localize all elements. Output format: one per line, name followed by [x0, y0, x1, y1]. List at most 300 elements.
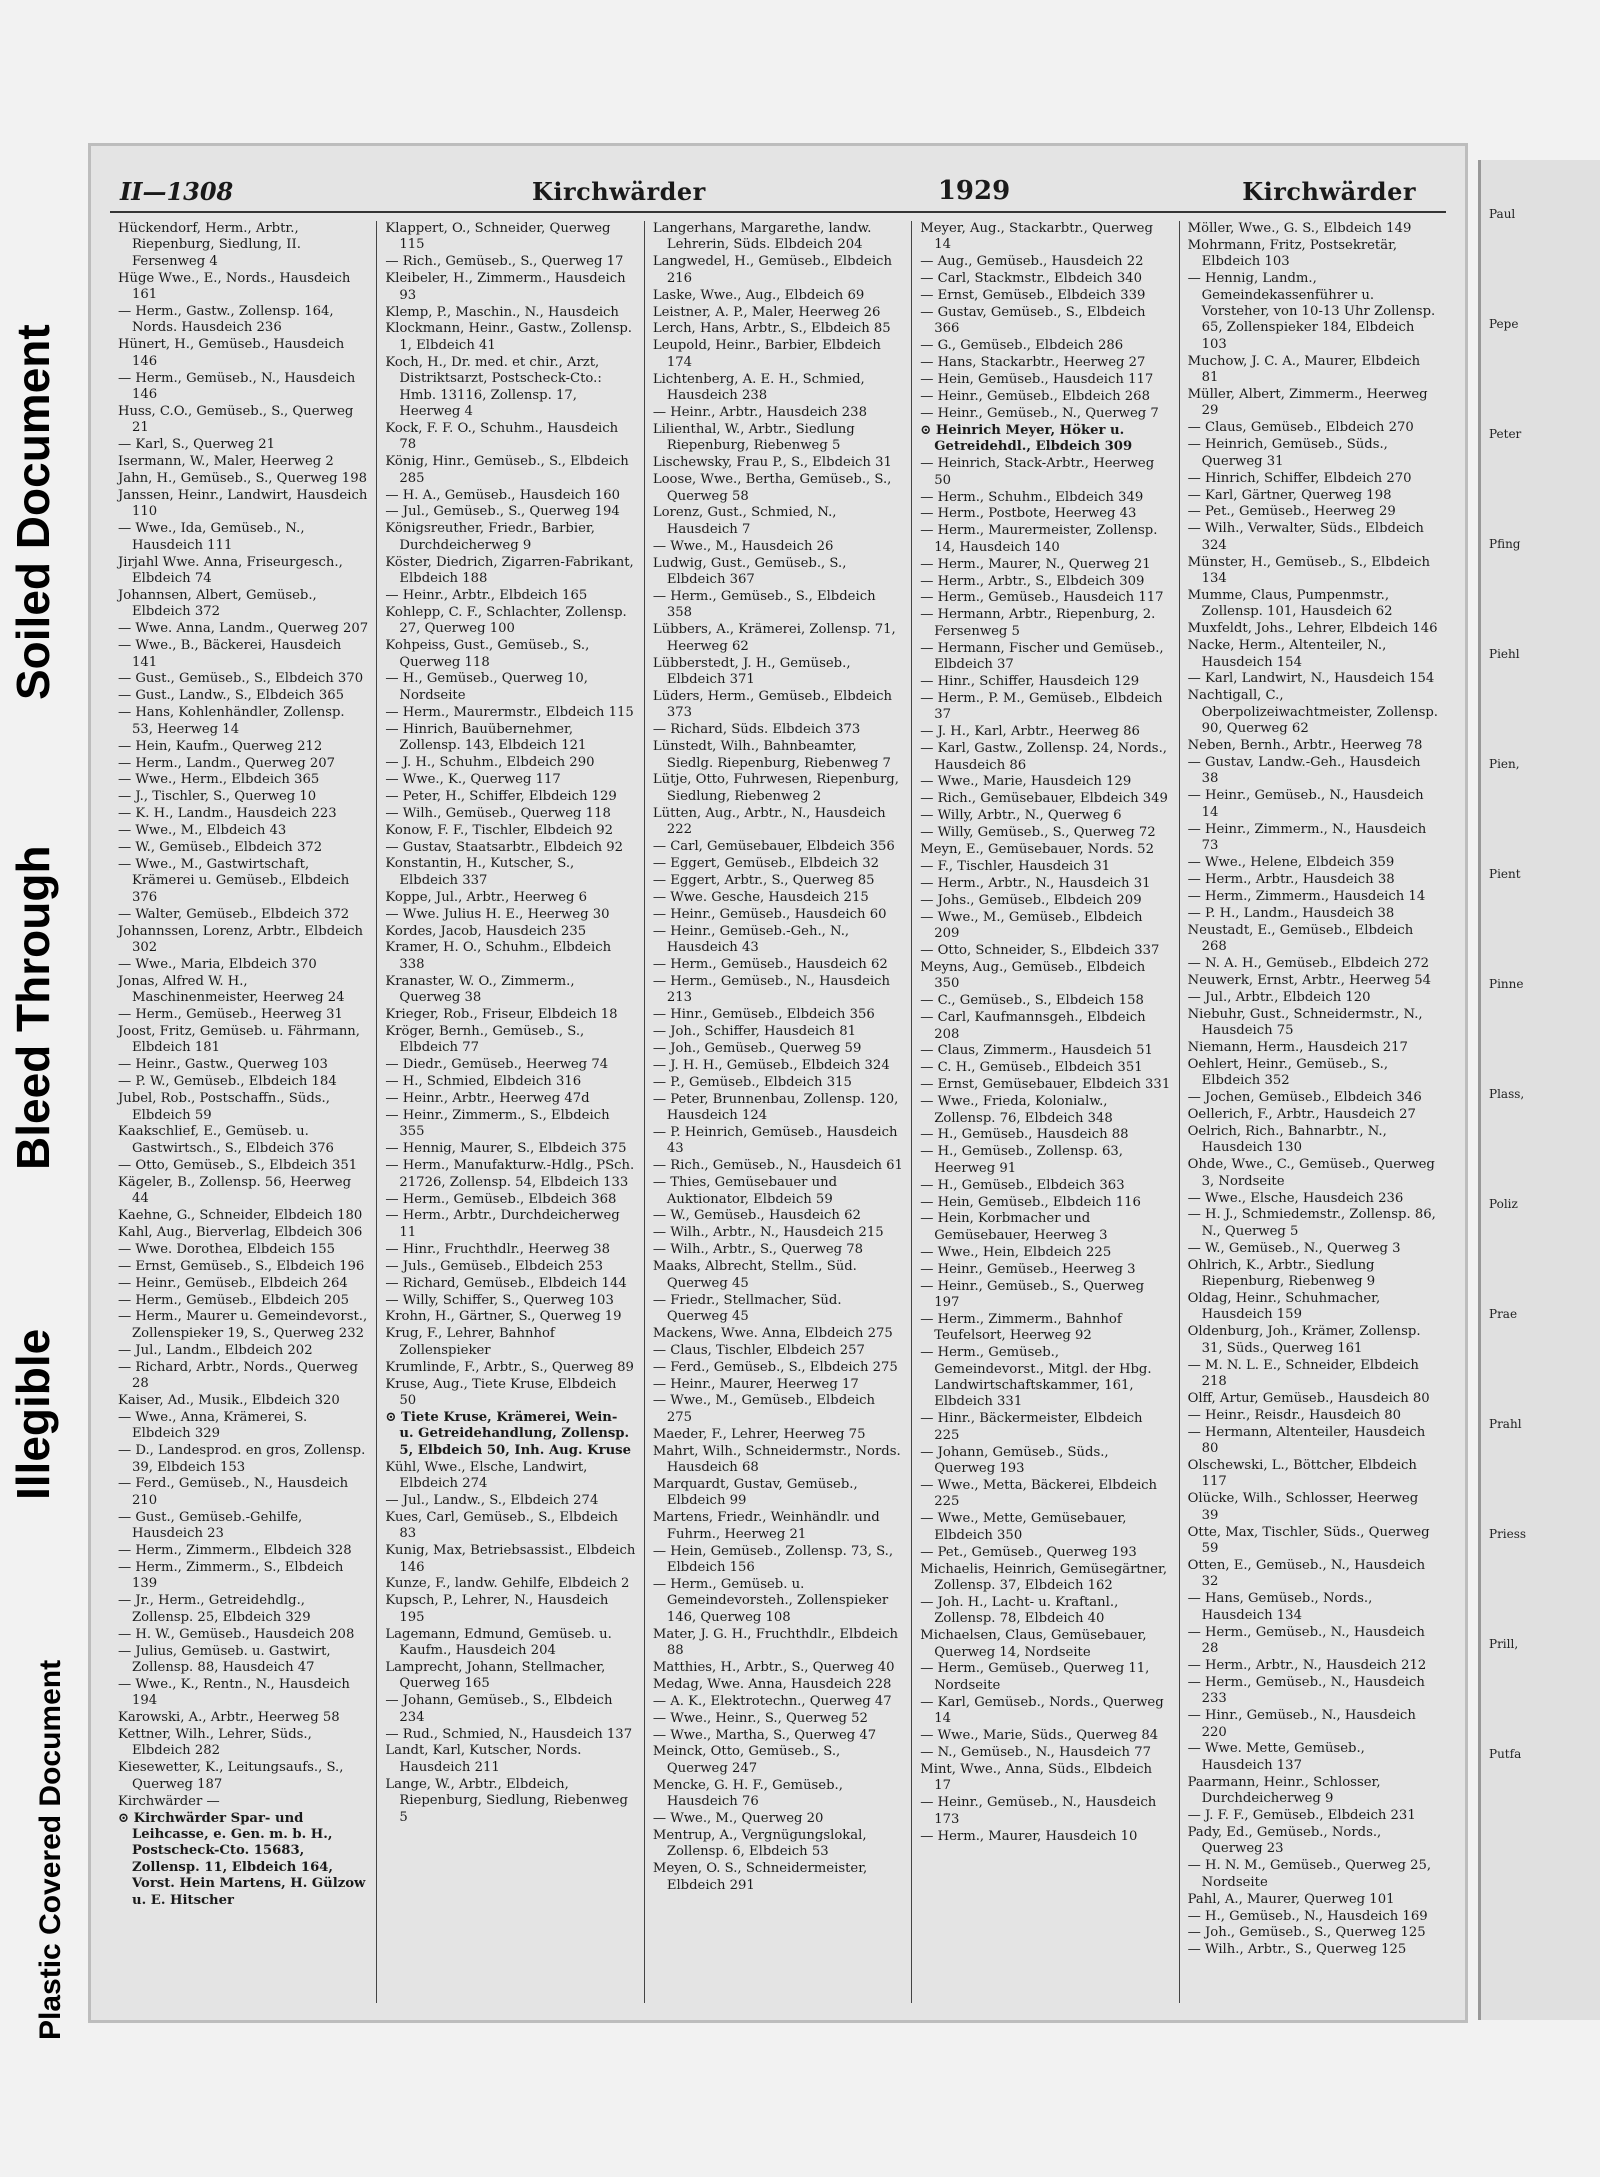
directory-entry: Mentrup, A., Vergnügungslokal, Zollensp. 6, Elbdeich 53	[652, 1828, 867, 1860]
directory-entry: — Willy, Schiffer, S., Querweg 103	[385, 1292, 614, 1308]
directory-entry: — J. H., Schuhm., Elbdeich 290	[385, 755, 595, 770]
directory-entry: — Heinr., Gemüseb., Heerweg 3	[920, 1261, 1136, 1277]
directory-entry: Langerhans, Margarethe, landw. Lehrerin, Süds. Elbdeich 204	[652, 221, 872, 253]
directory-entry: — Wwe., Hein, Elbdeich 225	[920, 1244, 1112, 1260]
directory-entry: — Herm., Gemüseb., Elbdeich 368	[385, 1191, 617, 1207]
directory-entry: — Hein, Kaufm., Querweg 212	[118, 738, 323, 754]
directory-entry: — Heinr., Maurer, Heerweg 17	[652, 1376, 859, 1392]
directory-entry: Möller, Wwe., G. S., Elbdeich 149	[1187, 221, 1412, 236]
directory-entry: — Gust., Gemüseb., S., Elbdeich 370	[118, 671, 364, 687]
directory-entry: — J., Tischler, S., Querweg 10	[118, 789, 317, 805]
directory-entry: — Hermann, Fischer und Gemüseb., Elbdeich 37	[920, 640, 1164, 673]
directory-entry: Otten, E., Gemüseb., N., Hausdeich 32	[1187, 1558, 1426, 1590]
directory-entry: — Rich., Gemüsebauer, Elbdeich 349	[920, 791, 1168, 807]
directory-entry: — Herm., Arbtr., S., Elbdeich 309	[920, 573, 1145, 589]
directory-entry: — Wwe., K., Querweg 117	[385, 771, 561, 787]
directory-entry: Kruse, Aug., Tiete Kruse, Elbdeich 50	[385, 1376, 617, 1408]
directory-column-4	[912, 221, 1179, 2003]
directory-entry: ⊙ Kirchwärder Spar- und Leihcasse, e. Gen. m. b. H., Postscheck-Cto. 15683, Zollensp. 11, Elbdeich 164, Vorst. Hein Martens, H. Gülzow u. E. Hitscher	[118, 1810, 366, 1908]
directory-entry: — Herm., Postbote, Heerweg 43	[920, 506, 1137, 522]
directory-entry: — Ernst, Gemüseb., Elbdeich 339	[920, 288, 1146, 304]
directory-entry: Langwedel, H., Gemüseb., Elbdeich 216	[652, 254, 892, 286]
directory-entry: — Wilh., Gemüseb., Querweg 118	[385, 805, 611, 821]
directory-entry: Meyn, E., Gemüsebauer, Nords. 52	[920, 842, 1154, 858]
directory-entry: — H., Gemüseb., N., Hausdeich 169	[1187, 1908, 1428, 1924]
directory-entry: Landt, Karl, Kutscher, Nords. Hausdeich 211	[385, 1743, 582, 1775]
directory-entry: Kahl, Aug., Bierverlag, Elbdeich 306	[118, 1224, 363, 1240]
directory-entry: Klappert, O., Schneider, Querweg 115	[385, 221, 611, 253]
adjacent-page-fragment: Prahl	[1489, 1417, 1522, 1431]
directory-entry: — Ernst, Gemüseb., S., Elbdeich 196	[118, 1258, 365, 1274]
directory-entry: — Peter, H., Schiffer, Elbdeich 129	[385, 788, 617, 804]
directory-entry: Ohde, Wwe., C., Gemüseb., Querweg 3, Nordseite	[1187, 1157, 1435, 1189]
directory-page	[88, 143, 1468, 2023]
directory-entry: Lübbers, A., Krämerei, Zollensp. 71, Heerweg 62	[652, 622, 896, 654]
directory-entry: — A. K., Elektrotechn., Querweg 47	[652, 1693, 892, 1709]
directory-entry: — Richard, Gemüseb., Elbdeich 144	[385, 1275, 627, 1291]
adjacent-page-edge	[1478, 160, 1600, 2020]
directory-entry: — Wwe., Metta, Bäckerei, Elbdeich 225	[920, 1477, 1158, 1510]
directory-entry: Leupold, Heinr., Barbier, Elbdeich 174	[652, 338, 881, 370]
directory-entry: — Wilh., Arbtr., S., Querweg 78	[652, 1242, 864, 1258]
directory-entry: Oelrich, Rich., Bahnarbtr., N., Hausdeich 130	[1187, 1123, 1387, 1156]
directory-entry: — Heinr., Gemüseb., Elbdeich 264	[118, 1275, 348, 1291]
directory-entry: — Joh. H., Lacht- u. Kraftanl., Zollensp. 78, Elbdeich 40	[920, 1594, 1119, 1627]
directory-entry: Lilienthal, W., Arbtr., Siedlung Riepenburg, Riebenweg 5	[652, 421, 855, 454]
directory-entry: Kordes, Jacob, Hausdeich 235	[385, 923, 587, 939]
directory-entry: — Herm., Gemüseb., N., Hausdeich 233	[1187, 1674, 1425, 1707]
directory-entry: — Wwe., M., Gemüseb., Elbdeich 275	[652, 1393, 876, 1425]
directory-entry: Kohpeiss, Gust., Gemüseb., S., Querweg 118	[385, 638, 590, 670]
directory-entry: Kühl, Wwe., Elsche, Landwirt, Elbdeich 274	[385, 1459, 588, 1491]
directory-entry: Martens, Friedr., Weinhändlr. und Fuhrm., Heerweg 21	[652, 1510, 880, 1542]
directory-entry: Kranaster, W. O., Zimmerm., Querweg 38	[385, 973, 575, 1006]
directory-entry: — Diedr., Gemüseb., Heerweg 74	[385, 1057, 609, 1073]
directory-entry: — Herm., Arbtr., Hausdeich 38	[1187, 871, 1395, 887]
directory-entry: — Wwe., Frieda, Kolonialw., Zollensp. 76, Elbdeich 348	[920, 1094, 1113, 1126]
directory-entry: — Jul., Gemüseb., S., Querweg 194	[385, 504, 620, 520]
page-content	[110, 171, 1446, 2003]
directory-column-5	[1180, 221, 1446, 2003]
directory-entry: — Wwe., M., Querweg 20	[652, 1811, 824, 1827]
directory-entry: — Johs., Gemüseb., Elbdeich 209	[920, 892, 1142, 908]
directory-entry: — Heinrich, Stack-Arbtr., Heerweg 50	[920, 456, 1155, 488]
directory-entry: Münster, H., Gemüseb., S., Elbdeich 134	[1187, 554, 1430, 587]
directory-entry: Mint, Wwe., Anna, Süds., Elbdeich 17	[920, 1761, 1153, 1794]
directory-entry: — Herm., Manufakturw.-Hdlg., PSch. 21726, Zollensp. 54, Elbdeich 133	[385, 1158, 635, 1190]
adjacent-page-fragment: Priess	[1489, 1527, 1527, 1541]
adjacent-page-fragment: Paul	[1489, 207, 1516, 221]
directory-entry: — Heinr., Gemüseb., Hausdeich 60	[652, 906, 887, 922]
directory-entry: — Hans, Stackarbtr., Heerweg 27	[920, 355, 1146, 371]
directory-entry: ⊙ Tiete Kruse, Krämerei, Wein- u. Getreidehandlung, Zollensp. 5, Elbdeich 50, Inh. Aug. Kruse	[385, 1409, 631, 1458]
directory-entry: Lübberstedt, J. H., Gemüseb., Elbdeich 371	[652, 655, 851, 687]
directory-entry: Kupsch, P., Lehrer, N., Hausdeich 195	[385, 1593, 609, 1625]
directory-entry: Lichtenberg, A. E. H., Schmied, Hausdeich 238	[652, 371, 865, 404]
directory-entry: — Wwe., Herm., Elbdeich 365	[118, 772, 320, 788]
directory-entry: — Herm., Landm., Querweg 207	[118, 755, 336, 771]
directory-entry: Kunze, F., landw. Gehilfe, Elbdeich 2	[385, 1576, 630, 1592]
directory-entry: — Wwe., M., Gemüseb., Elbdeich 209	[920, 909, 1143, 942]
directory-entry: Lamprecht, Johann, Stellmacher, Querweg 165	[385, 1659, 606, 1692]
directory-entry: — Hinr., Schiffer, Hausdeich 129	[920, 673, 1140, 689]
directory-entry: Oldenburg, Joh., Krämer, Zollensp. 31, Süds., Querweg 161	[1187, 1324, 1421, 1356]
directory-entry: — Pet., Gemüseb., Querweg 193	[920, 1544, 1137, 1560]
directory-entry: Jubel, Rob., Postschaffn., Süds., Elbdeich 59	[118, 1091, 330, 1123]
directory-entry: — P. H., Landm., Hausdeich 38	[1187, 905, 1395, 921]
directory-entry: Meyen, O. S., Schneidermeister, Elbdeich 291	[652, 1861, 868, 1893]
directory-entry: — H. N. M., Gemüseb., Querweg 25, Nordseite	[1187, 1858, 1432, 1890]
directory-entry: Oldag, Heinr., Schuhmacher, Hausdeich 159	[1187, 1291, 1381, 1323]
directory-entry: — Joh., Schiffer, Hausdeich 81	[652, 1024, 856, 1039]
directory-entry: Kohlepp, C. F., Schlachter, Zollensp. 27, Querweg 100	[385, 604, 627, 637]
directory-entry: Johannsen, Albert, Gemüseb., Elbdeich 372	[118, 587, 317, 620]
directory-entry: Kägeler, B., Zollensp. 56, Heerweg 44	[118, 1174, 352, 1207]
directory-entry: — Heinr., Zimmerm., N., Hausdeich 73	[1187, 821, 1427, 854]
directory-entry: Olücke, Wilh., Schlosser, Heerweg 39	[1187, 1491, 1419, 1523]
directory-entry: Oehlert, Heinr., Gemüseb., S., Elbdeich 352	[1187, 1056, 1389, 1089]
directory-entry: — Wwe. Gesche, Hausdeich 215	[652, 889, 869, 905]
directory-entry: — Wilh., Verwalter, Süds., Elbdeich 324	[1187, 521, 1424, 553]
directory-entry: — Hennig, Maurer, S., Elbdeich 375	[385, 1141, 627, 1157]
directory-entry: — Herm., Zimmerm., Hausdeich 14	[1187, 888, 1426, 904]
directory-entry: Krumlinde, F., Arbtr., S., Querweg 89	[385, 1359, 634, 1375]
directory-entry: Konstantin, H., Kutscher, S., Elbdeich 337	[385, 856, 575, 888]
directory-entry: Laske, Wwe., Aug., Elbdeich 69	[652, 287, 865, 303]
directory-entry: — Hinrich, Schiffer, Elbdeich 270	[1187, 470, 1412, 486]
header-place-left: Kirchwärder	[532, 176, 706, 206]
directory-entry: — Heinr., Arbtr., Hausdeich 238	[652, 404, 867, 420]
directory-entry: Hückendorf, Herm., Arbtr., Riepenburg, Siedlung, II. Fersenweg 4	[118, 221, 301, 269]
directory-entry: — Karl, Gemüseb., Nords., Querweg 14	[920, 1694, 1164, 1727]
adjacent-page-fragment: Plass,	[1489, 1087, 1525, 1101]
directory-entry: Kleibeler, H., Zimmerm., Hausdeich 93	[385, 271, 626, 303]
directory-entry: — Wwe., M., Elbdeich 43	[118, 823, 287, 839]
directory-entry: Kröger, Bernh., Gemüseb., S., Elbdeich 77	[385, 1024, 585, 1056]
directory-entry: — Carl, Gemüsebauer, Elbdeich 356	[652, 839, 895, 855]
directory-entry: Mumme, Claus, Pumpenmstr., Zollensp. 101, Hausdeich 62	[1187, 587, 1393, 620]
directory-entry: — Heinr., Gemüseb., Elbdeich 268	[920, 389, 1150, 405]
directory-entry: — H., Gemüseb., Querweg 10, Nordseite	[385, 671, 588, 703]
directory-entry: — K. H., Landm., Hausdeich 223	[118, 806, 337, 822]
directory-entry: — Richard, Arbtr., Nords., Querweg 28	[118, 1359, 358, 1392]
directory-entry: Konow, F. F., Tischler, Elbdeich 92	[385, 822, 614, 838]
directory-entry: — Walter, Gemüseb., Elbdeich 372	[118, 906, 350, 922]
directory-entry: — Wwe., M., Gastwirtschaft, Krämerei u. Gemüseb., Elbdeich 376	[118, 856, 350, 905]
directory-entry: — Heinr., Reisdr., Hausdeich 80	[1187, 1407, 1401, 1423]
directory-entry: — Wwe., B., Bäckerei, Hausdeich 141	[118, 638, 342, 670]
directory-entry: — Hein, Gemüseb., Elbdeich 116	[920, 1194, 1141, 1210]
adjacent-page-fragment: Pient	[1489, 867, 1521, 881]
directory-entry: — Heinr., Gemüseb.-Geh., N., Hausdeich 43	[652, 923, 850, 955]
directory-entry: — Heinrich, Gemüseb., Süds., Querweg 31	[1187, 437, 1388, 469]
directory-entry: — Claus, Gemüseb., Elbdeich 270	[1187, 420, 1414, 436]
directory-entry: — Wwe. Julius H. E., Heerweg 30	[385, 906, 610, 922]
directory-entry: — Hein, Korbmacher und Gemüsebauer, Heerweg 3	[920, 1211, 1108, 1243]
adjacent-page-fragment: Poliz	[1489, 1197, 1518, 1211]
directory-entry: — Hinrich, Bauübernehmer, Zollensp. 143, Elbdeich 121	[385, 721, 587, 754]
directory-entry: Joost, Fritz, Gemüseb. u. Fährmann, Elbdeich 181	[118, 1024, 360, 1056]
directory-entry: Medag, Wwe. Anna, Hausdeich 228	[652, 1676, 892, 1692]
directory-entry: — Wwe., Elsche, Hausdeich 236	[1187, 1190, 1404, 1206]
directory-entry: Lütten, Aug., Arbtr., N., Hausdeich 222	[652, 805, 886, 838]
directory-entry: — Ernst, Gemüsebauer, Elbdeich 331	[920, 1077, 1171, 1093]
directory-entry: — Richard, Süds. Elbdeich 373	[652, 722, 861, 738]
directory-entry: Niemann, Herm., Hausdeich 217	[1187, 1039, 1408, 1055]
directory-entry: Koppe, Jul., Arbtr., Heerweg 6	[385, 889, 588, 905]
directory-entry: — Jul., Arbtr., Elbdeich 120	[1187, 989, 1371, 1005]
directory-entry: — Julius, Gemüseb. u. Gastwirt, Zollensp. 88, Hausdeich 47	[118, 1643, 331, 1675]
directory-entry: Karowski, A., Arbtr., Heerweg 58	[118, 1710, 340, 1726]
directory-entry: — Otto, Schneider, S., Elbdeich 337	[920, 942, 1160, 958]
directory-entry: — Herm., Zimmerm., Elbdeich 328	[118, 1543, 352, 1559]
directory-entry: — Hinr., Gemüseb., Elbdeich 356	[652, 1007, 875, 1023]
directory-entry: Leistner, A. P., Maler, Heerweg 26	[652, 304, 881, 320]
directory-entry: — Heinr., Zimmerm., S., Elbdeich 355	[385, 1108, 610, 1140]
directory-entry: Krohn, H., Gärtner, S., Querweg 19	[385, 1309, 622, 1325]
directory-entry: — Juls., Gemüseb., Elbdeich 253	[385, 1258, 604, 1274]
page-number: II—1308	[120, 176, 234, 206]
directory-entry: — P. Heinrich, Gemüseb., Hausdeich 43	[652, 1124, 898, 1157]
directory-entry: Krug, F., Lehrer, Bahnhof Zollenspieker	[385, 1326, 555, 1358]
directory-column-1	[110, 221, 377, 2003]
directory-entry: — Herm., Arbtr., N., Hausdeich 31	[920, 875, 1151, 891]
directory-entry: Maaks, Albrecht, Stellm., Süd. Querweg 45	[652, 1259, 857, 1291]
directory-entry: Meinck, Otto, Gemüseb., S., Querweg 247	[652, 1744, 841, 1776]
directory-entry: — Carl, Kaufmannsgeh., Elbdeich 208	[920, 1010, 1146, 1042]
directory-entry: — Pet., Gemüseb., Heerweg 29	[1187, 504, 1396, 520]
directory-entry: — Wwe. Anna, Landm., Querweg 207	[118, 621, 369, 637]
directory-entry: — Herm., Gemüseb., Hausdeich 117	[920, 590, 1164, 606]
directory-entry: — Rich., Gemüseb., S., Querweg 17	[385, 254, 624, 270]
directory-entry: — Herm., Gemüseb. u. Gemeindevorsteh., Zollenspieker 146, Querweg 108	[652, 1576, 889, 1625]
directory-column-2	[377, 221, 644, 2003]
directory-entry: — Johann, Gemüseb., Süds., Querweg 193	[920, 1444, 1109, 1477]
bleed-through-label: Bleed Through	[7, 845, 59, 1170]
adjacent-page-fragment: Pepe	[1489, 317, 1519, 331]
directory-entry: Johannssen, Lorenz, Arbtr., Elbdeich 302	[118, 923, 364, 955]
directory-entry: — Herm., Gemüseb., S., Elbdeich 358	[652, 588, 876, 621]
directory-entry: Matthies, H., Arbtr., S., Querweg 40	[652, 1659, 895, 1675]
directory-entry: — J. F. F., Gemüseb., Elbdeich 231	[1187, 1808, 1416, 1824]
directory-entry: — Herm., Gemüseb., N., Hausdeich 146	[118, 370, 356, 403]
directory-entry: — Wwe., Heinr., S., Querweg 52	[652, 1710, 868, 1726]
directory-entry: Otte, Max, Tischler, Süds., Querweg 59	[1187, 1524, 1430, 1557]
directory-entry: Hünert, H., Gemüseb., Hausdeich 146	[118, 337, 345, 369]
directory-entry: — H. A., Gemüseb., Hausdeich 160	[385, 487, 621, 503]
directory-entry: — Wwe., Marie, Hausdeich 129	[920, 774, 1132, 790]
directory-entry: Nacke, Herm., Altenteiler, N., Hausdeich 154	[1187, 638, 1387, 670]
side-labels	[0, 0, 80, 2177]
directory-entry: — G., Gemüseb., Elbdeich 286	[920, 338, 1124, 354]
directory-entry: Muchow, J. C. A., Maurer, Elbdeich 81	[1187, 353, 1421, 386]
directory-entry: — Herm., Zimmerm., Bahnhof Teufelsort, Heerweg 92	[920, 1311, 1122, 1344]
directory-entry: — Hein, Gemüseb., Hausdeich 117	[920, 372, 1154, 388]
directory-entry: Kramer, H. O., Schuhm., Elbdeich 338	[385, 940, 612, 972]
directory-entry: Köster, Diedrich, Zigarren-Fabrikant, Elbdeich 188	[385, 554, 634, 587]
directory-entry: Janssen, Heinr., Landwirt, Hausdeich 110	[118, 488, 368, 520]
directory-entry: — W., Gemüseb., N., Querweg 3	[1187, 1240, 1401, 1256]
directory-entry: — P. W., Gemüseb., Elbdeich 184	[118, 1074, 337, 1090]
page-header	[110, 171, 1446, 213]
directory-entry: — Herm., Maurer, Hausdeich 10	[920, 1828, 1138, 1844]
directory-entry: — Heinr., Gemüseb., N., Querweg 7	[920, 405, 1159, 421]
directory-entry: — Willy, Arbtr., N., Querweg 6	[920, 808, 1122, 824]
directory-entry: — Ferd., Gemüseb., N., Hausdeich 210	[118, 1476, 349, 1508]
directory-entry: — Herm., Gemüseb., Gemeindevorst., Mitgl. der Hbg. Landwirtschaftskammer, 161, Elbdeich 331	[920, 1345, 1152, 1410]
directory-entry: — Joh., Gemüseb., Querweg 59	[652, 1040, 862, 1056]
directory-entry: — Gustav, Gemüseb., S., Elbdeich 366	[920, 305, 1146, 337]
directory-entry: — Wwe., Marie, Süds., Querweg 84	[920, 1728, 1159, 1744]
directory-entry: — H. J., Schmiedemstr., Zollensp. 86, N., Querweg 5	[1187, 1207, 1436, 1239]
directory-entry: Kettner, Wilh., Lehrer, Süds., Elbdeich 282	[118, 1727, 312, 1759]
directory-entry: Ohlrich, K., Arbtr., Siedlung Riepenburg, Riebenweg 9	[1187, 1257, 1376, 1290]
directory-entry: — Gustav, Landw.-Geh., Hausdeich 38	[1187, 755, 1421, 787]
directory-entry: Mater, J. G. H., Fruchthdlr., Elbdeich 88	[652, 1626, 899, 1659]
directory-entry: Huss, C.O., Gemüseb., S., Querweg 21	[118, 403, 354, 436]
directory-entry: Lorenz, Gust., Schmied, N., Hausdeich 7	[652, 505, 837, 537]
directory-entry: — Hein, Gemüseb., Zollensp. 73, S., Elbdeich 156	[652, 1543, 894, 1575]
directory-entry: — Johann, Gemüseb., S., Elbdeich 234	[385, 1693, 613, 1725]
directory-entry: — Jul., Landw., S., Elbdeich 274	[385, 1492, 599, 1508]
directory-entry: — Aug., Gemüseb., Hausdeich 22	[920, 254, 1144, 270]
directory-entry: Jahn, H., Gemüseb., S., Querweg 198	[118, 471, 367, 487]
adjacent-page-fragment: Peter	[1489, 427, 1522, 441]
directory-entry: — P., Gemüseb., Elbdeich 315	[652, 1074, 852, 1090]
directory-entry: — Herm., Gemüseb., Hausdeich 62	[652, 956, 888, 972]
directory-entry: Klockmann, Heinr., Gastw., Zollensp. 1, Elbdeich 41	[385, 321, 632, 353]
directory-entry: — Jochen, Gemüseb., Elbdeich 346	[1187, 1090, 1422, 1106]
directory-entry: — Hinr., Bäckermeister, Elbdeich 225	[920, 1411, 1143, 1443]
directory-entry: Müller, Albert, Zimmerm., Heerweg 29	[1187, 387, 1428, 419]
directory-entry: — D., Landesprod. en gros, Zollensp. 39, Elbdeich 153	[118, 1443, 366, 1475]
directory-entry: — Herm., P. M., Gemüseb., Elbdeich 37	[920, 690, 1163, 723]
directory-entry: — Karl, Gastw., Zollensp. 24, Nords., Hausdeich 86	[920, 741, 1167, 773]
directory-entry: Lange, W., Arbtr., Elbdeich, Riepenburg, Siedlung, Riebenweg 5	[385, 1776, 628, 1825]
directory-entry: Olff, Artur, Gemüseb., Hausdeich 80	[1187, 1390, 1430, 1406]
directory-entry: — Jr., Herm., Getreidehdlg., Zollensp. 25, Elbdeich 329	[118, 1593, 311, 1625]
directory-entry: Kaakschlief, E., Gemüseb. u. Gastwirtsch., S., Elbdeich 376	[118, 1124, 334, 1156]
adjacent-page-fragment: Pien,	[1489, 757, 1520, 771]
adjacent-page-fragment: Prill,	[1489, 1637, 1519, 1651]
illegible-label: Illegible	[7, 1328, 59, 1500]
directory-entry: Lüders, Herm., Gemüseb., Elbdeich 373	[652, 688, 893, 721]
directory-entry: — J. H., Karl, Arbtr., Heerweg 86	[920, 724, 1140, 740]
directory-entry: ⊙ Heinrich Meyer, Höker u. Getreidehdl., Elbdeich 309	[920, 422, 1133, 455]
directory-entry: — Hermann, Altenteiler, Hausdeich 80	[1187, 1424, 1426, 1457]
directory-entry: — Herm., Maurer, N., Querweg 21	[920, 556, 1151, 572]
directory-entry: — Wilh., Arbtr., N., Hausdeich 215	[652, 1225, 884, 1241]
directory-entry: — Wwe., K., Rentn., N., Hausdeich 194	[118, 1676, 350, 1709]
directory-entry: — Gust., Gemüseb.-Gehilfe, Hausdeich 23	[118, 1509, 303, 1542]
directory-entry: Loose, Wwe., Bertha, Gemüseb., S., Querweg 58	[652, 472, 892, 504]
directory-entry: — Hinr., Fruchthdlr., Heerweg 38	[385, 1241, 611, 1257]
directory-entry: — Hans, Kohlenhändler, Zollensp. 53, Heerweg 14	[118, 705, 345, 737]
directory-entry: — Herm., Gemüseb., Querweg 11, Nordseite	[920, 1661, 1150, 1693]
directory-entry: Isermann, W., Maler, Heerweg 2	[118, 454, 334, 470]
soiled-document-label: Soiled Document	[7, 324, 59, 700]
directory-entry: — Carl, Stackmstr., Elbdeich 340	[920, 271, 1143, 287]
directory-entry: — Gust., Landw., S., Elbdeich 365	[118, 688, 345, 704]
adjacent-page-fragment: Putfa	[1489, 1747, 1522, 1761]
directory-entry: — Heinr., Gemüseb., S., Querweg 197	[920, 1278, 1145, 1310]
directory-entry: Kunig, Max, Betriebsassist., Elbdeich 146	[385, 1543, 636, 1575]
directory-entry: — Rud., Schmied, N., Hausdeich 137	[385, 1726, 633, 1742]
directory-entry: Hüge Wwe., E., Nords., Hausdeich 161	[118, 270, 351, 303]
header-year: 1929	[937, 176, 1011, 206]
directory-entry: — Otto, Gemüseb., S., Elbdeich 351	[118, 1157, 358, 1173]
directory-entry: — H., Gemüseb., Elbdeich 363	[920, 1177, 1125, 1193]
directory-entry: — Wilh., Arbtr., S., Querweg 125	[1187, 1942, 1407, 1958]
directory-entry: Meyer, Aug., Stackarbtr., Querweg 14	[920, 221, 1153, 253]
directory-entry: — Ferd., Gemüseb., S., Elbdeich 275	[652, 1359, 898, 1375]
directory-entry: Neustadt, E., Gemüseb., Elbdeich 268	[1187, 922, 1414, 954]
directory-entry: Neuwerk, Ernst, Arbtr., Heerweg 54	[1187, 972, 1432, 988]
directory-entry: — Hennig, Landm., Gemeindekassenführer u. Vorsteher, von 10-13 Uhr Zollensp. 65, Zollenspieker 184, Elbdeich 103	[1187, 271, 1436, 352]
directory-entry: Kirchwärder —	[118, 1793, 220, 1809]
directory-entry: — Herm., Schuhm., Elbdeich 349	[920, 489, 1144, 505]
directory-entry: Lischewsky, Frau P., S., Elbdeich 31	[652, 455, 892, 471]
directory-entry: — Friedr., Stellmacher, Süd. Querweg 45	[652, 1292, 842, 1324]
directory-entry: — Wwe., Maria, Elbdeich 370	[118, 956, 317, 972]
directory-entry: — Herm., Arbtr., Durchdeicherweg 11	[385, 1208, 620, 1240]
directory-entry: — Wwe. Mette, Gemüseb., Hausdeich 137	[1187, 1741, 1365, 1773]
directory-entry: Meyns, Aug., Gemüseb., Elbdeich 350	[920, 959, 1146, 992]
directory-entry: — Hermann, Arbtr., Riepenburg, 2. Fersenweg 5	[920, 607, 1156, 639]
directory-entry: — H., Gemüseb., Hausdeich 88	[920, 1127, 1129, 1143]
directory-entry: — Heinr., Arbtr., Heerweg 47d	[385, 1091, 590, 1107]
directory-entry: Lerch, Hans, Arbtr., S., Elbdeich 85	[652, 321, 891, 337]
directory-entry: König, Hinr., Gemüseb., S., Elbdeich 285	[385, 454, 629, 486]
directory-entry: Kaiser, Ad., Musik., Elbdeich 320	[118, 1392, 340, 1408]
directory-entry: — Herm., Gemüseb., Elbdeich 205	[118, 1292, 349, 1308]
directory-entry: — Heinr., Gemüseb., N., Hausdeich 173	[920, 1795, 1157, 1827]
directory-entry: Neben, Bernh., Arbtr., Heerweg 78	[1187, 738, 1423, 754]
directory-entry: — J. H. H., Gemüseb., Elbdeich 324	[652, 1057, 890, 1073]
directory-entry: — Heinr., Arbtr., Elbdeich 165	[385, 587, 588, 603]
directory-entry: — W., Gemüseb., Elbdeich 372	[118, 840, 323, 856]
directory-entry: Pahl, A., Maurer, Querweg 101	[1187, 1891, 1395, 1907]
directory-entry: Kues, Carl, Gemüseb., S., Elbdeich 83	[385, 1509, 618, 1542]
directory-entry: — Herm., Gemüseb., Heerweg 31	[118, 1007, 343, 1023]
directory-entry: Michaelsen, Claus, Gemüsebauer, Querweg 14, Nordseite	[920, 1628, 1147, 1660]
directory-entry: — Claus, Tischler, Elbdeich 257	[652, 1342, 865, 1358]
directory-entry: — N., Gemüseb., N., Hausdeich 77	[920, 1744, 1152, 1760]
directory-entry: — Herm., Zimmerm., S., Elbdeich 139	[118, 1560, 344, 1592]
directory-entry: — Herm., Maurer u. Gemeindevorst., Zollenspieker 19, S., Querweg 232	[118, 1309, 368, 1341]
directory-entry: Olschewski, L., Böttcher, Elbdeich 117	[1187, 1458, 1417, 1490]
directory-entry: — M. N. L. E., Schneider, Elbdeich 218	[1187, 1357, 1419, 1390]
directory-entry: Paarmann, Heinr., Schlosser, Durchdeicherweg 9	[1187, 1774, 1381, 1807]
directory-entry: — Wwe., Ida, Gemüseb., N., Hausdeich 111	[118, 521, 305, 553]
directory-entry: Koch, H., Dr. med. et chir., Arzt, Distriktsarzt, Postscheck-Cto.: Hmb. 13116, Zollensp. 17, Heerweg 4	[385, 354, 602, 419]
directory-entry: Nachtigall, C., Oberpolizeiwachtmeister, Zollensp. 90, Querweg 62	[1187, 688, 1438, 737]
directory-entry: — C. H., Gemüseb., Elbdeich 351	[920, 1060, 1143, 1076]
directory-entry: — Willy, Gemüseb., S., Querweg 72	[920, 825, 1156, 841]
directory-entry: Maeder, F., Lehrer, Heerweg 75	[652, 1426, 866, 1442]
directory-column-3	[645, 221, 912, 2003]
directory-entry: — Rich., Gemüseb., N., Hausdeich 61	[652, 1158, 903, 1174]
directory-entry: Mohrmann, Fritz, Postsekretär, Elbdeich 103	[1187, 237, 1398, 270]
directory-entry: — Gustav, Staatsarbtr., Elbdeich 92	[385, 839, 624, 855]
directory-entry: — H. W., Gemüseb., Hausdeich 208	[118, 1626, 355, 1642]
directory-entry: Marquardt, Gustav, Gemüseb., Elbdeich 99	[652, 1476, 858, 1509]
directory-entry: Königsreuther, Friedr., Barbier, Durchdeicherweg 9	[385, 521, 595, 553]
directory-entry: Mahrt, Wilh., Schneidermstr., Nords. Hausdeich 68	[652, 1443, 901, 1476]
directory-entry: — Herm., Maurermstr., Elbdeich 115	[385, 704, 634, 720]
directory-entry: — Herm., Maurermeister, Zollensp. 14, Hausdeich 140	[920, 523, 1158, 555]
directory-entry: — Karl, S., Querweg 21	[118, 437, 276, 453]
